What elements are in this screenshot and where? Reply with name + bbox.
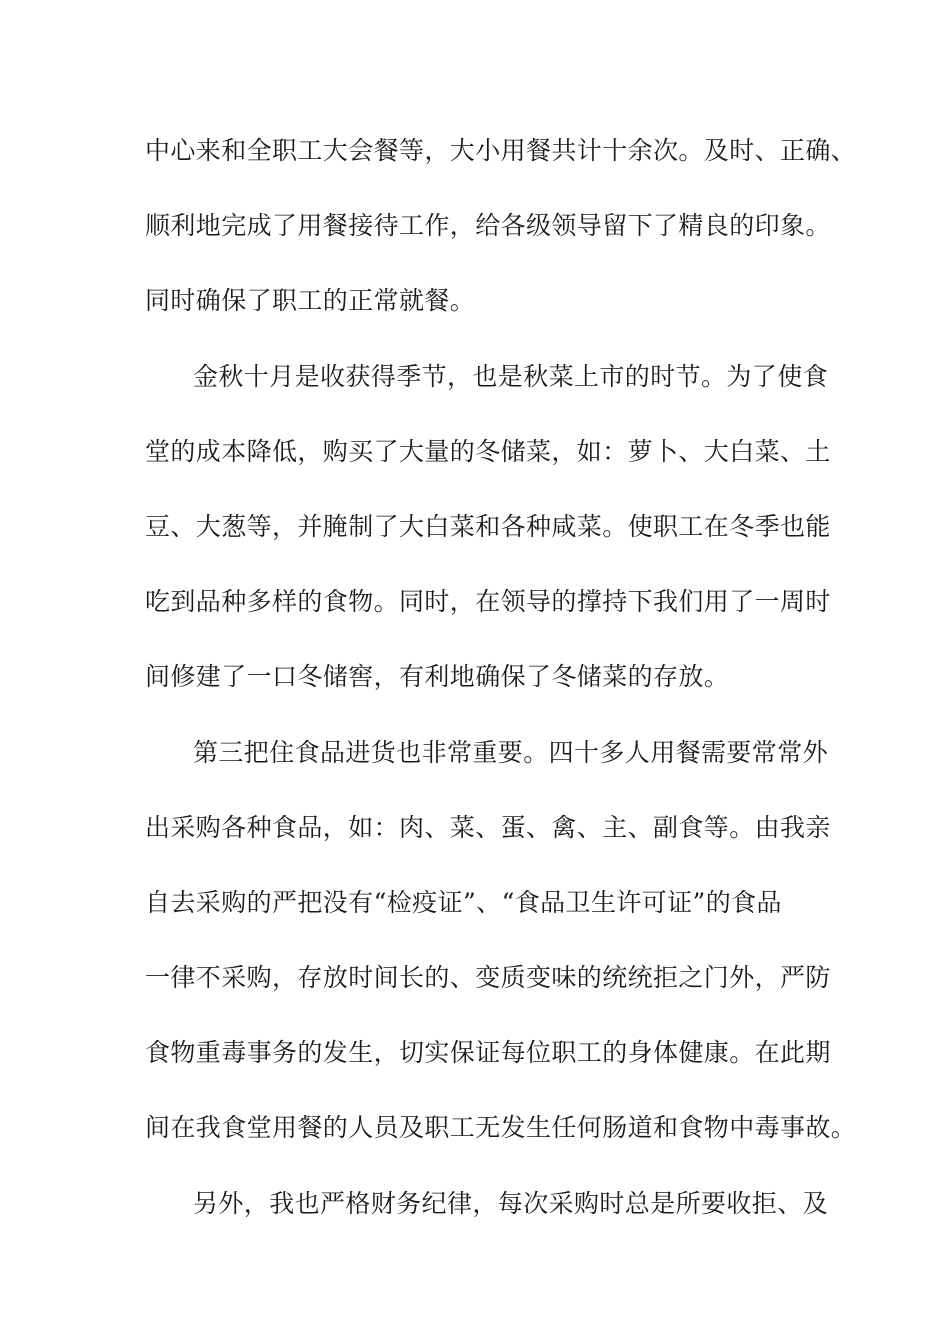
text-line: 中心来和全职工大会餐等，大小用餐共计十余次。及时、正确、 — [145, 136, 857, 165]
text-line: 顺利地完成了用餐接待工作，给各级领导留下了精良的印象。 — [145, 211, 831, 240]
text-line: 堂的成本降低，购买了大量的冬储菜，如：萝卜、大白菜、土 — [145, 437, 831, 466]
text-line: 吃到品种多样的食物。同时，在领导的撑持下我们用了一周时 — [145, 587, 831, 616]
paragraph-first-line: 另外，我也严格财务纪律，每次采购时总是所要收拒、及 — [193, 1189, 829, 1218]
text-line: 一律不采购，存放时间长的、变质变味的统统拒之门外，严防 — [145, 963, 831, 992]
text-line: 出采购各种食品，如：肉、菜、蛋、禽、主、副食等。由我亲 — [145, 813, 831, 842]
text-line: 食物重毒事务的发生，切实保证每位职工的身体健康。在此期 — [145, 1038, 831, 1067]
text-line: 间修建了一口冬储窖，有利地确保了冬储菜的存放。 — [145, 662, 730, 691]
text-line: 同时确保了职工的正常就餐。 — [145, 286, 476, 315]
text-line: 间在我食堂用餐的人员及职工无发生任何肠道和食物中毒事故。 — [145, 1113, 857, 1142]
paragraph-first-line: 第三把住食品进货也非常重要。四十多人用餐需要常常外 — [193, 738, 829, 767]
text-line: 自去采购的严把没有“检疫证”、“食品卫生许可证”的食品 — [145, 888, 782, 917]
paragraph-first-line: 金秋十月是收获得季节，也是秋菜上市的时节。为了使食 — [193, 362, 829, 391]
text-line: 豆、大葱等，并腌制了大白菜和各种咸菜。使职工在冬季也能 — [145, 512, 831, 541]
